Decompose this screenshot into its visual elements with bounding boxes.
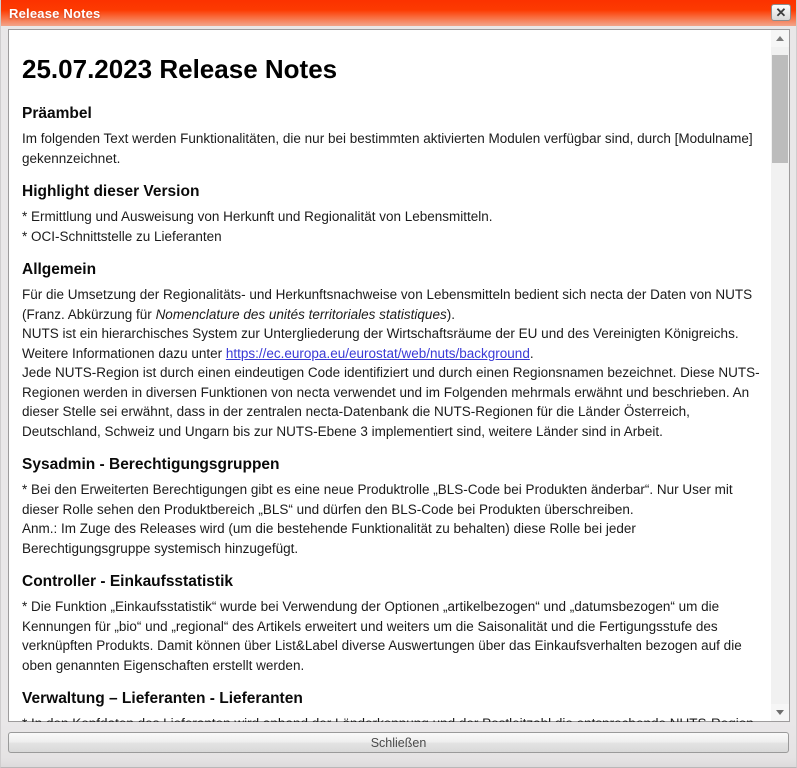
- paragraph: [22, 344, 767, 364]
- hyperlink[interactable]: https://ec.europa.eu/eurostat/web/nuts/background: [225, 345, 530, 361]
- text-run: Jede NUTS-Region ist durch einen eindeutigen Code identifiziert und durch einen Regionsnamen bezeichnet. Diese NUTS-Regionen werden in diversen Funktionen von necta verwendet und im Folgenden mehrmals erwähnt und beschrieben. An dieser Stelle sei erwähnt, dass in der zentralen necta-Datenbank die NUTS-Regionen für die Länder Österreich, Deutschland, Schweiz und Ungarn bis zur NUTS-Ebene 3 implementiert sind, weitere Länder sind in Arbeit.: [22, 365, 760, 439]
- dialog-title: Release Notes: [9, 5, 101, 21]
- text-run: Nomenclature des unités territoriales statistiques: [155, 306, 447, 322]
- dialog-footer: [1, 722, 796, 767]
- scroll-down-button[interactable]: [771, 704, 789, 721]
- text-run: * Ermittlung und Ausweisung von Herkunft und Regionalität von Lebensmitteln.: [22, 209, 493, 224]
- page-title: 25.07.2023 Release Notes: [22, 54, 338, 84]
- text-run: ).: [446, 306, 455, 322]
- paragraph: [22, 207, 767, 227]
- triangle-up-icon: [776, 36, 784, 41]
- scrollbar-thumb[interactable]: [772, 55, 788, 163]
- paragraph: [22, 227, 767, 247]
- text-run: Für die Umsetzung der Regionalitäts- und Herkunftsnachweise von Lebensmitteln bedient sich necta der Daten von NUTS (Franz. Abkürzung für: [22, 287, 753, 322]
- vertical-scrollbar[interactable]: [771, 30, 789, 721]
- scroll-up-button[interactable]: [771, 30, 789, 47]
- section-heading: Sysadmin - Berechtigungsgruppen: [22, 456, 280, 473]
- paragraph: [22, 363, 767, 441]
- text-run: NUTS ist ein hierarchisches System zur Untergliederung der Wirtschaftsräume der EU und des Vereinigten Königreichs.: [22, 326, 739, 341]
- section-heading: Highlight dieser Version: [22, 183, 200, 200]
- section-heading: Allgemein: [22, 261, 97, 278]
- close-button[interactable]: [771, 4, 791, 21]
- text-run: Weitere Informationen dazu unter: [22, 345, 226, 361]
- section-heading: Controller - Einkaufsstatistik: [22, 573, 234, 590]
- text-run: Im folgenden Text werden Funktionalitäten, die nur bei bestimmten aktivierten Modulen verfügbar sind, durch [Modulname] gekennzeichnet.: [22, 131, 753, 166]
- section-heading: Verwaltung – Lieferanten - Lieferanten: [22, 690, 303, 707]
- document-body: [9, 30, 771, 721]
- paragraph: [22, 597, 767, 675]
- text-run: * Bei den Erweiterten Berechtigungen gibt es eine neue Produktrolle „BLS-Code bei Produkten änderbar“. Nur User mit dieser Rolle sehen den Produktbereich „BLS“ und dürfen den BLS-Code bei Produkten überschreiben.: [22, 482, 733, 517]
- text-run: * OCI-Schnittstelle zu Lieferanten: [22, 228, 222, 244]
- schliessen-button[interactable]: Schließen: [8, 732, 789, 753]
- close-icon: ✕: [775, 4, 787, 20]
- sections-container: [22, 104, 767, 753]
- section-heading: Präambel: [22, 105, 92, 122]
- paragraph: [22, 480, 767, 519]
- paragraph: [22, 519, 767, 558]
- text-run: Anm.: Im Zuge des Releases wird (um die bestehende Funktionalität zu behalten) diese Rolle bei jeder Berechtigungsgruppe systemisch hinzugefügt.: [22, 521, 636, 556]
- paragraph: [22, 285, 767, 324]
- content-panel: [8, 29, 790, 722]
- text-run: * Die Funktion „Einkaufsstatistik“ wurde bei Verwendung der Optionen „artikelbezogen“ und „datumsbezogen“ um die Kennungen für „bio“ und „regional“ des Artikels erweitert und weiters um die Saisonalität und die Fertigungsstufe des verknüpften Produkts. Damit können über List&Label diverse Auswertungen über das Einkaufsverhalten bezogen auf die oben genannten Eigenschaften erstellt werden.: [22, 599, 742, 673]
- paragraph: [22, 129, 767, 168]
- text-run: .: [529, 345, 534, 361]
- paragraph: [22, 324, 767, 344]
- dialog-titlebar[interactable]: [1, 0, 796, 26]
- triangle-down-icon: [776, 710, 784, 715]
